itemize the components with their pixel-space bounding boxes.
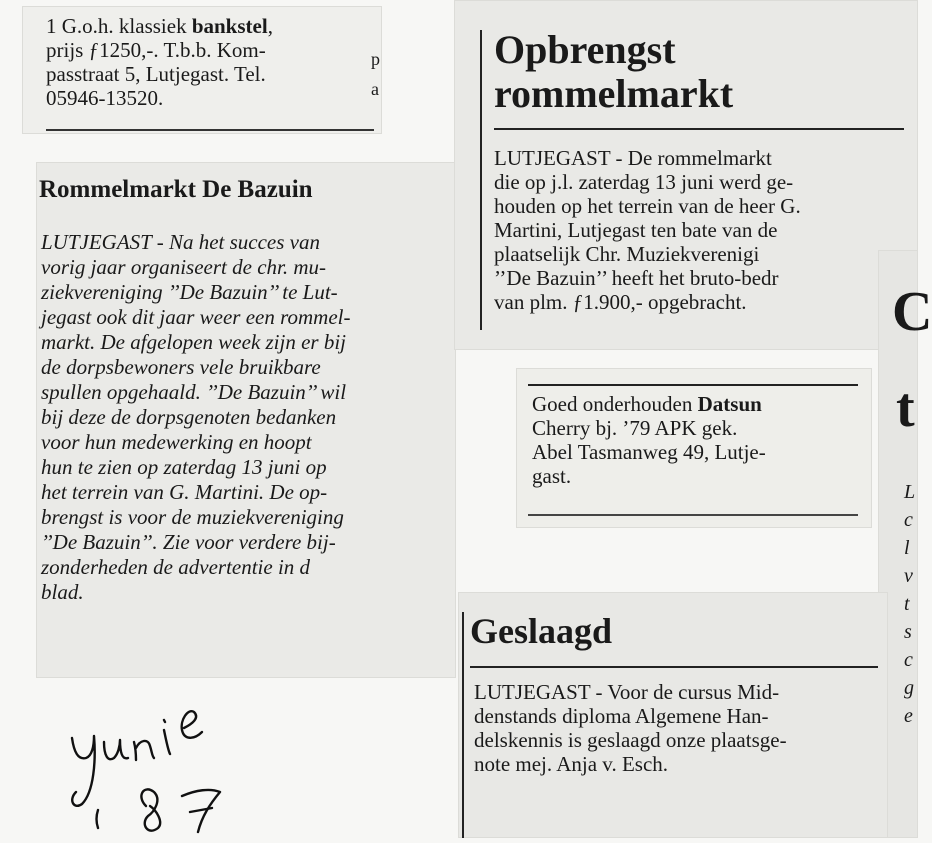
handwriting-drawing xyxy=(60,700,280,838)
article-rommelmarkt-de-bazuin xyxy=(36,162,456,678)
clipped-edge-text: p a xyxy=(371,49,380,99)
ad-line: passtraat 5, Lutjegast. Tel. xyxy=(46,62,266,86)
heading-rule xyxy=(494,128,904,130)
ad-line: Goed onderhouden Datsun xyxy=(532,392,762,416)
partial-heading-letter: t xyxy=(896,377,915,439)
partial-column-text: L c l v t s c g e xyxy=(904,481,916,727)
classified-ad-bankstel xyxy=(22,6,382,134)
article-heading: Rommelmarkt De Bazuin xyxy=(39,176,313,203)
classified-ad-text xyxy=(532,392,766,488)
classified-ad-datsun xyxy=(516,368,872,528)
ad-line: gast. xyxy=(532,464,572,488)
column-rule xyxy=(480,30,482,330)
ad-divider xyxy=(528,384,858,386)
ad-line: Cherry bj. ’79 APK gek. xyxy=(532,416,738,440)
article-body: LUTJEGAST - De rommelmarkt die op j.l. zaterdag 13 juni werd ge- houden op het terrein van de heer G. Martini, Lutjegast ten bate van de plaatselijk Chr. Muziekverenigi ’’De Bazuin’’ heeft het bruto-bedr van plm. ƒ1.900,- opgebracht. xyxy=(494,146,801,314)
classified-ad-text xyxy=(46,14,273,110)
handwritten-date-note xyxy=(60,700,280,838)
ad-line: prijs ƒ1250,-. T.b.b. Kom- xyxy=(46,38,266,62)
article-heading: Opbrengst rommelmarkt xyxy=(494,27,734,116)
partial-heading-letter: C xyxy=(892,281,932,343)
article-heading: Geslaagd xyxy=(470,611,613,651)
article-geslaagd xyxy=(458,592,888,838)
ad-divider xyxy=(46,129,374,131)
column-rule xyxy=(462,612,464,838)
heading-rule xyxy=(470,666,878,668)
article-body: LUTJEGAST - Voor de cursus Mid- denstands diploma Algemene Han- delskennis is geslaagd onze plaatsge- note mej. Anja v. Esch. xyxy=(474,680,787,776)
ad-line: 05946-13520. xyxy=(46,86,164,110)
ad-line: 1 G.o.h. klassiek bankstel, xyxy=(46,14,273,38)
ad-line: Abel Tasmanweg 49, Lutje- xyxy=(532,440,766,464)
ad-divider xyxy=(528,514,858,516)
article-body: LUTJEGAST - Na het succes van vorig jaar organiseert de chr. mu- ziekvereniging ’’De Bazuin’’ te Lut- jegast ook dit jaar weer een rommel- markt. De afgelopen week zijn er bij de dorpsbewoners vele bruikbare spullen opgehaald. ’’De Bazuin’’ wil bij deze de dorpsgenoten bedanken voor hun medewerking en hoopt hun te zien op zaterdag 13 juni op het terrein van G. Martini. De op- brengst is voor de muziekvereniging ’’De Bazuin’’. Zie voor verdere bij- zonderheden de advertentie in d blad. xyxy=(41,230,351,604)
article-opbrengst-rommelmarkt xyxy=(454,0,918,350)
